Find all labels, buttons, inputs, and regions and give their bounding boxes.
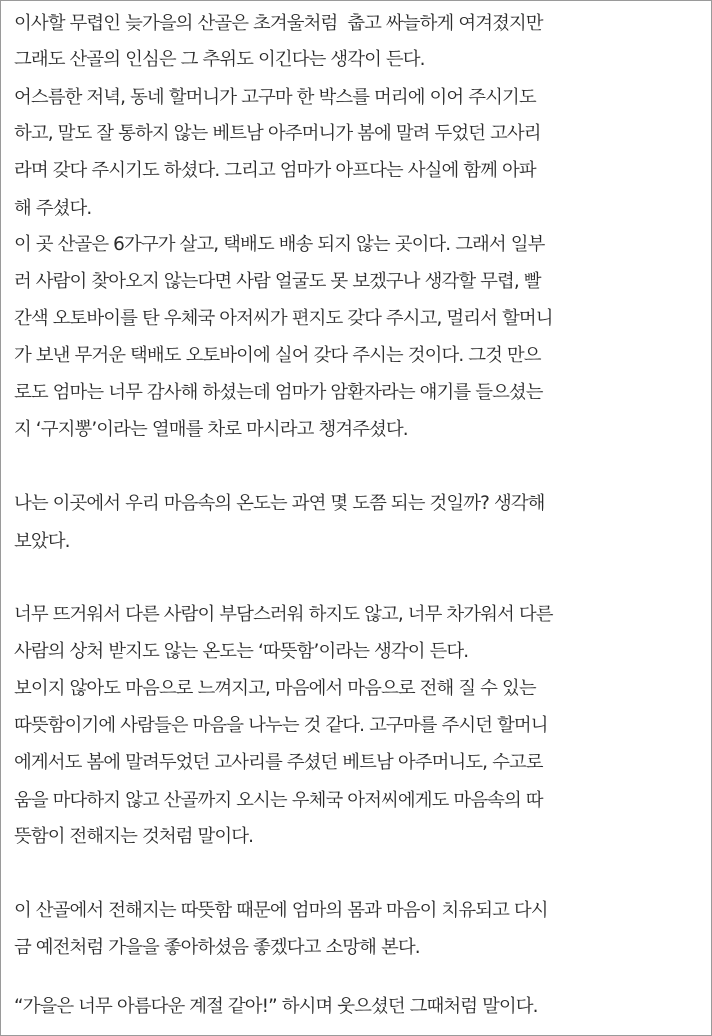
text-line: 어스름한 저녁, 동네 할머니가 고구마 한 박스를 머리에 이어 주시기도 [14, 87, 536, 108]
text-line: 뜻함이 전해지는 것처럼 말이다. [14, 826, 254, 847]
text-line: 가 보낸 무거운 택배도 오토바이에 실어 갖다 주시는 것이다. 그것 만으 [14, 345, 541, 366]
text-line: 이사할 무렵인 늦가을의 산골은 초겨울처럼 춥고 싸늘하게 여겨졌지만 [14, 13, 543, 34]
text-line: 움을 마다하지 않고 산골까지 오시는 우체국 아저씨에게도 마음속의 따 [14, 790, 543, 811]
text-line: 나는 이곳에서 우리 마음속의 온도는 과연 몇 도쯤 되는 것일까? 생각해 [14, 493, 545, 514]
text-line: 간색 오토바이를 탄 우체국 아저씨가 편지도 갖다 주시고, 멀리서 할머니 [14, 308, 553, 329]
text-line: “가을은 너무 아름다운 계절 같아!” 하시며 웃으셨던 그때처럼 말이다. [14, 996, 538, 1017]
text-line: 이 산골에서 전해지는 따뜻함 때문에 엄마의 몸과 마음이 치유되고 다시 [14, 900, 548, 921]
text-line: 해 주셨다. [14, 198, 92, 219]
text-line: 사람의 상처 받지도 않는 온도는 ‘따뜻함’이라는 생각이 든다. [14, 641, 469, 662]
text-line: 그래도 산골의 인심은 그 추위도 이긴다는 생각이 든다. [14, 49, 425, 70]
text-line: 로도 엄마는 너무 감사해 하셨는데 엄마가 암환자라는 얘기를 들으셨는 [14, 382, 543, 403]
text-line: 금 예전처럼 가을을 좋아하셨음 좋겠다고 소망해 본다. [14, 937, 420, 958]
text-line: 지 ‘구지뽕’이라는 열매를 차로 마시라고 챙겨주셨다. [14, 419, 408, 440]
text-line: 너무 뜨거워서 다른 사람이 부담스러워 하지도 않고, 너무 차가워서 다른 [14, 604, 553, 625]
text-line: 따뜻함이기에 사람들은 마음을 나누는 것 같다. 고구마를 주시던 할머니 [14, 715, 548, 736]
text-line: 하고, 말도 잘 통하지 않는 베트남 아주머니가 봄에 말려 두었던 고사리 [14, 123, 541, 144]
text-line: 보았다. [14, 531, 70, 552]
text-line: 보이지 않아도 마음으로 느껴지고, 마음에서 마음으로 전해 질 수 있는 [14, 678, 536, 699]
text-line: 러 사람이 찾아오지 않는다면 사람 얼굴도 못 보겠구나 생각할 무렵, 빨 [14, 271, 541, 292]
text-line: 라며 갖다 주시기도 하셨다. 그리고 엄마가 아프다는 사실에 함께 아파 [14, 160, 536, 181]
text-line: 이 곳 산골은 6가구가 살고, 택배도 배송 되지 않는 곳이다. 그래서 일부 [14, 234, 545, 255]
text-line: 에게서도 봄에 말려두었던 고사리를 주셨던 베트남 아주머니도, 수고로 [14, 752, 543, 773]
